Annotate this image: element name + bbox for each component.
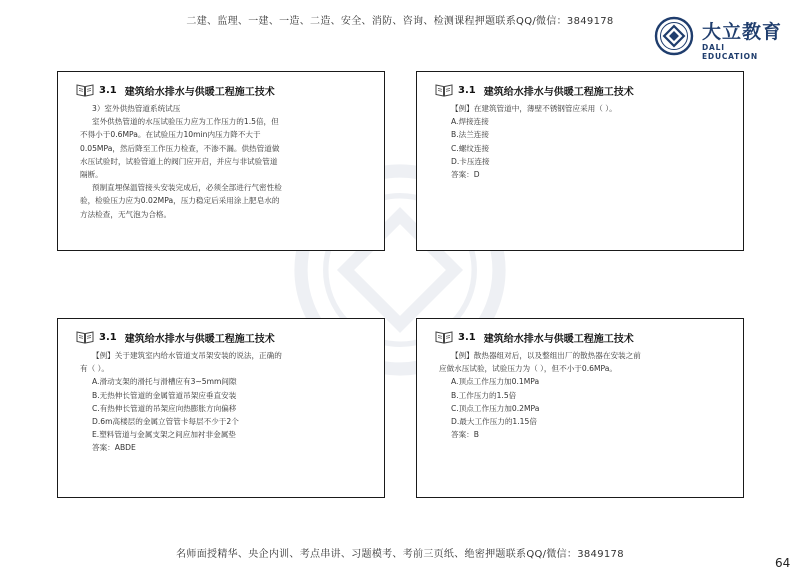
text-line: 水压试验时，试验管道上的阀门应开启，并应与非试验管道	[80, 156, 278, 166]
book-icon	[76, 83, 94, 97]
answer-option: D.最大工作压力的1.15倍	[451, 417, 537, 427]
question-stem: 【例】散热器组对后，以及整组出厂的散热器在安装之前	[451, 351, 641, 360]
panel-body	[439, 349, 731, 441]
logo-english-name: DALI EDUCATION	[702, 43, 758, 61]
text-line: 方法检查，无气泡为合格。	[80, 209, 172, 219]
answer-option: B.法兰连接	[451, 130, 489, 140]
panel-header	[435, 329, 634, 345]
text-line: 隔断。	[80, 170, 103, 180]
dali-logo-icon	[654, 16, 694, 56]
answer-option: C.有热伸长管道的吊架应向热膨胀方向偏移	[92, 403, 237, 413]
panel-header	[76, 82, 275, 98]
book-icon	[435, 330, 453, 344]
answer-option: D.卡压连接	[451, 156, 490, 166]
panel-header	[76, 329, 275, 345]
book-icon	[435, 83, 453, 97]
footer-banner: 名师面授精华、央企内训、考点串讲、习题模考、考前三页纸、绝密押题联系QQ/微信：3849178	[176, 549, 624, 560]
panel-header	[435, 82, 634, 98]
answer-option: E.塑料管道与金属支架之间应加衬非金属垫	[92, 430, 236, 440]
panel-title: 建筑给水排水与供暖工程施工技术	[124, 86, 275, 98]
book-icon	[76, 330, 94, 344]
answer-option: A.顶点工作压力加0.1MPa	[451, 377, 540, 387]
answer-option: B.无热伸长管道的金属管道吊架应垂直安装	[92, 390, 237, 400]
panel-body	[439, 102, 731, 181]
page-number: 64	[775, 556, 791, 570]
text-line: 预制直埋保温管接头安装完成后，必须全部进行气密性检	[92, 183, 282, 193]
answer-option: C.顶点工作压力加0.2MPa	[451, 403, 540, 413]
answer-option: D.6m高楼层的金属立管管卡每层不少于2个	[92, 417, 239, 427]
question-stem: 【例】在建筑管道中，薄壁不锈钢管应采用（ ）。	[451, 104, 617, 113]
question-stem: 应做水压试验，试验压力为（ ），但不小于0.6MPa。	[439, 364, 618, 374]
panel-title: 建筑给水排水与供暖工程施工技术	[483, 86, 634, 98]
answer-option: A.滑动支架的滑托与滑槽应有3~5mm间隙	[92, 377, 237, 387]
answer-key: 答案：D	[451, 170, 480, 180]
text-line: 室外供热管道的水压试验压力应为工作压力的1.5倍，但	[92, 117, 279, 127]
slide-panel	[57, 71, 385, 251]
answer-option: C.螺纹连接	[451, 143, 490, 153]
slide-panel	[416, 71, 744, 251]
answer-option: A.焊接连接	[451, 117, 489, 127]
answer-option: B.工作压力的1.5倍	[451, 390, 517, 400]
panel-body	[80, 102, 372, 221]
text-line: 3）室外供热管道系统试压	[92, 104, 181, 113]
answer-key: 答案：ABDE	[92, 443, 136, 453]
section-number: 3.1	[458, 84, 476, 96]
slide-panel	[416, 318, 744, 498]
section-number: 3.1	[99, 84, 117, 96]
text-line: 验，检验压力应为0.02MPa，压力稳定后采用涂上肥皂水的	[80, 196, 280, 206]
answer-key: 答案：B	[451, 430, 479, 440]
section-number: 3.1	[458, 331, 476, 343]
brand-logo	[654, 16, 784, 61]
header-banner: 二建、监理、一建、一造、二造、安全、消防、咨询、检测课程押题联系QQ/微信：3849178	[186, 16, 614, 27]
panel-body	[80, 349, 372, 455]
panel-title: 建筑给水排水与供暖工程施工技术	[124, 333, 275, 345]
question-stem: 有（ ）。	[80, 364, 109, 374]
slide-panel	[57, 318, 385, 498]
logo-chinese-name: 大立教育	[702, 21, 783, 43]
section-number: 3.1	[99, 331, 117, 343]
panel-title: 建筑给水排水与供暖工程施工技术	[483, 333, 634, 345]
question-stem: 【例】关于建筑室内给水管道支吊架安装的说法，正确的	[92, 351, 282, 360]
text-line: 0.05MPa，然后降至工作压力检查，不渗不漏。供热管道做	[80, 143, 280, 153]
text-line: 不得小于0.6MPa。在试验压力10min内压力降不大于	[80, 130, 261, 140]
